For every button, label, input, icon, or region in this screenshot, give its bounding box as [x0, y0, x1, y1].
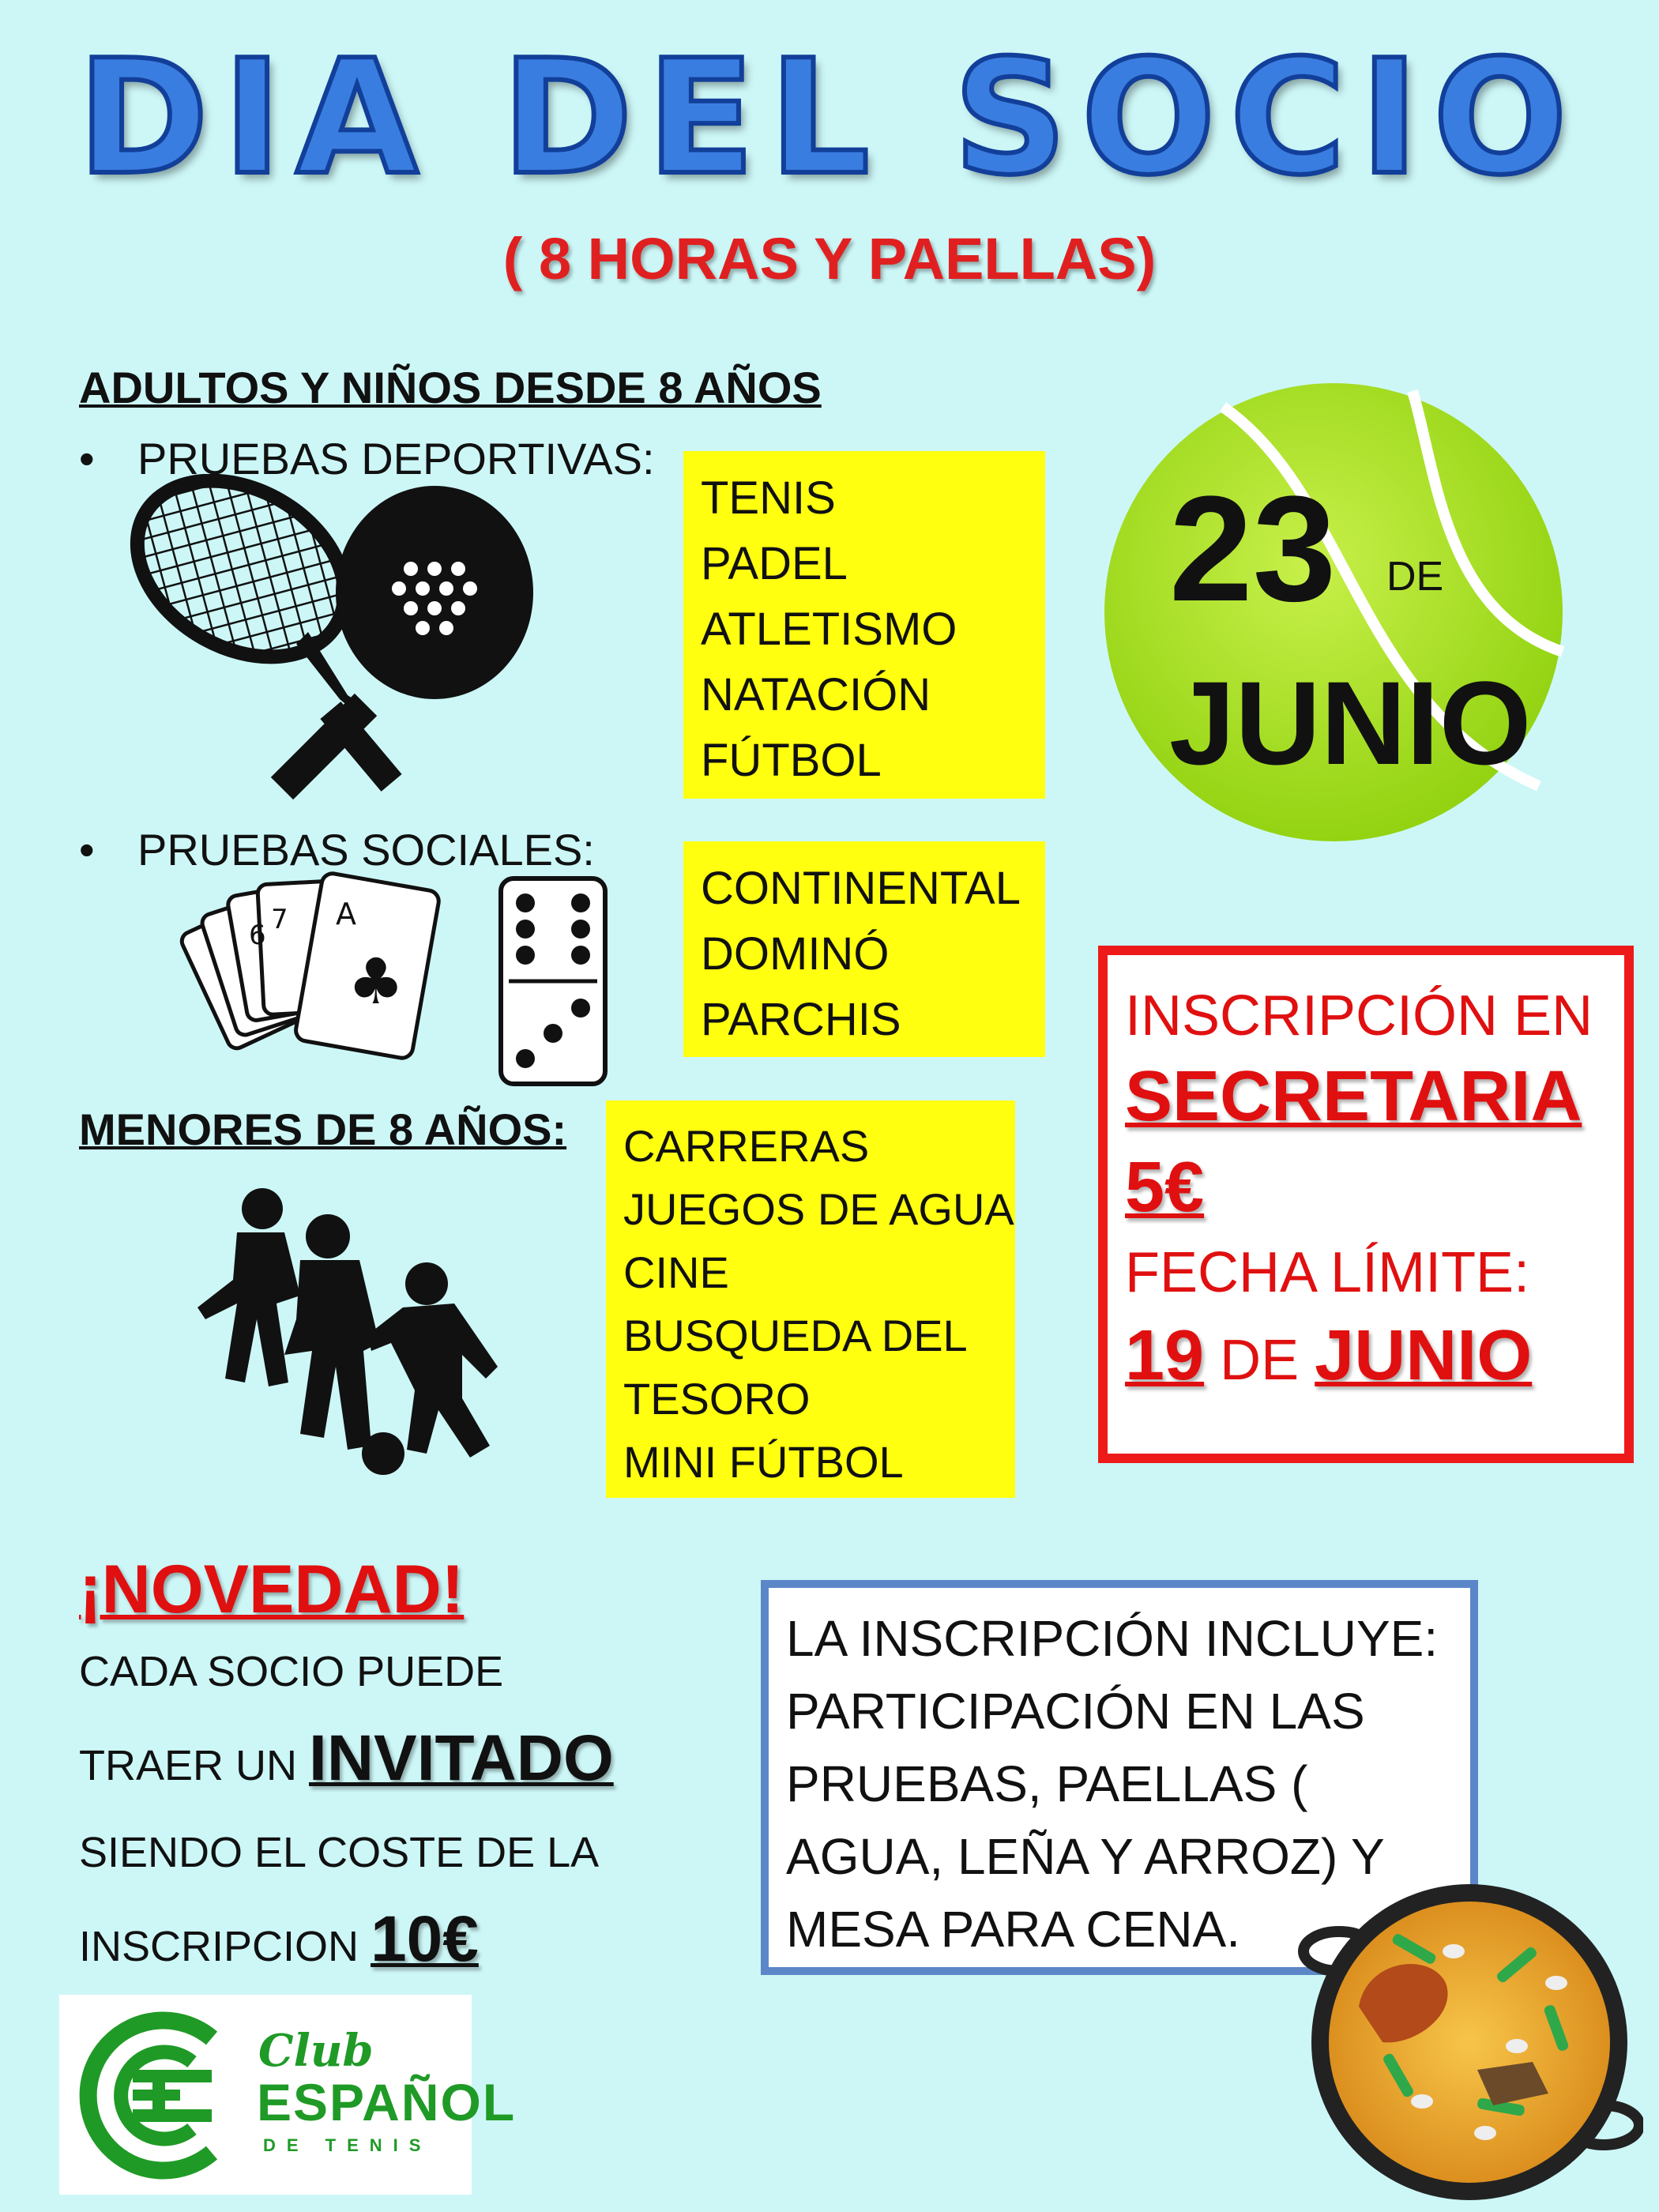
- domino-icon: [498, 875, 608, 1087]
- deadline-de: DE: [1220, 1329, 1300, 1392]
- deadline-month: JUNIO: [1315, 1316, 1533, 1395]
- kids-activity-item: MINI FÚTBOL: [623, 1437, 904, 1487]
- children-soccer-icon: [190, 1185, 537, 1485]
- sports-label: PRUEBAS DEPORTIVAS:: [137, 434, 655, 483]
- kids-activity-item: TESORO: [623, 1374, 811, 1424]
- logo-name-text: ESPAÑOL: [257, 2073, 517, 2131]
- novedad-line-prefix: TRAER UN: [79, 1742, 298, 1789]
- paella-pan-icon: [1296, 1864, 1643, 2204]
- novedad-price: 10€: [371, 1903, 479, 1975]
- novedad-line: [79, 1715, 614, 1809]
- bullet-dot: •: [79, 434, 95, 483]
- sport-item: FÚTBOL: [701, 735, 882, 786]
- sport-item: ATLETISMO: [701, 604, 957, 655]
- registration-box: [1098, 946, 1634, 1463]
- sport-item: NATACIÓN: [701, 669, 931, 720]
- logo-sub-text: DE TENIS: [263, 2135, 432, 2155]
- sports-list: [683, 451, 1045, 799]
- poster-title: DIA DEL SOCIO: [77, 26, 1582, 210]
- bullet-dot: •: [79, 825, 95, 875]
- novedad-line: [79, 1896, 614, 1990]
- social-item: CONTINENTAL: [701, 863, 1021, 914]
- social-label: PRUEBAS SOCIALES:: [137, 825, 595, 875]
- kids-activity-item: BUSQUEDA DEL: [623, 1311, 968, 1360]
- social-item: DOMINÓ: [701, 928, 890, 980]
- novedad-guest: INVITADO: [309, 1722, 614, 1794]
- sport-item: TENIS: [701, 472, 836, 524]
- date-month: JUNIO: [1169, 656, 1532, 789]
- kids-activities-list: [606, 1100, 1015, 1498]
- deadline-day: 19: [1125, 1316, 1205, 1395]
- sport-item: PADEL: [701, 538, 848, 589]
- includes-line: MESA PARA CENA.: [786, 1901, 1240, 1958]
- includes-line: AGUA, LEÑA Y ARROZ) Y: [786, 1828, 1385, 1885]
- club-logo-icon: [73, 2003, 251, 2187]
- date-day: 23: [1169, 465, 1337, 633]
- rackets-icon: [111, 474, 585, 806]
- kids-activity-item: CINE: [623, 1247, 729, 1297]
- includes-line: LA INSCRIPCIÓN INCLUYE:: [786, 1610, 1439, 1667]
- kids-activity-item: CARRERAS: [623, 1121, 870, 1171]
- kids-activity-item: JUEGOS DE AGUA: [623, 1184, 1014, 1234]
- svg-text:7: 7: [271, 904, 288, 935]
- novedad-line: SIENDO EL COSTE DE LA: [79, 1829, 600, 1876]
- kids-heading: MENORES DE 8 AÑOS:: [79, 1104, 567, 1154]
- registration-price: 5€: [1125, 1148, 1205, 1227]
- poster-subtitle: ( 8 HORAS Y PAELLAS): [502, 226, 1157, 292]
- deadline-label: FECHA LÍMITE:: [1125, 1241, 1530, 1304]
- novedad-line-prefix: INSCRIPCION: [79, 1923, 359, 1970]
- club-logo: [59, 1995, 517, 2195]
- svg-text:A: A: [336, 897, 356, 931]
- novedad-text: [79, 1628, 614, 1990]
- novedad-title: ¡NOVEDAD!: [79, 1552, 465, 1627]
- registration-place: SECRETARIA: [1125, 1057, 1582, 1136]
- deadline-date: [1125, 1312, 1607, 1404]
- social-list: [683, 841, 1045, 1057]
- includes-line: PARTICIPACIÓN EN LAS: [786, 1683, 1365, 1740]
- novedad-line: CADA SOCIO PUEDE: [79, 1648, 504, 1695]
- registration-line: INSCRIPCIÓN EN: [1125, 984, 1593, 1048]
- logo-club-text: Club: [258, 2025, 374, 2077]
- social-item: PARCHIS: [701, 994, 901, 1045]
- includes-line: PRUEBAS, PAELLAS (: [786, 1755, 1308, 1812]
- date-de: DE: [1386, 554, 1444, 600]
- adults-heading: ADULTOS Y NIÑOS DESDE 8 AÑOS: [79, 363, 822, 412]
- svg-text:6: 6: [249, 920, 266, 951]
- svg-text:♣: ♣: [348, 945, 404, 1018]
- playing-cards-icon: [178, 865, 450, 1074]
